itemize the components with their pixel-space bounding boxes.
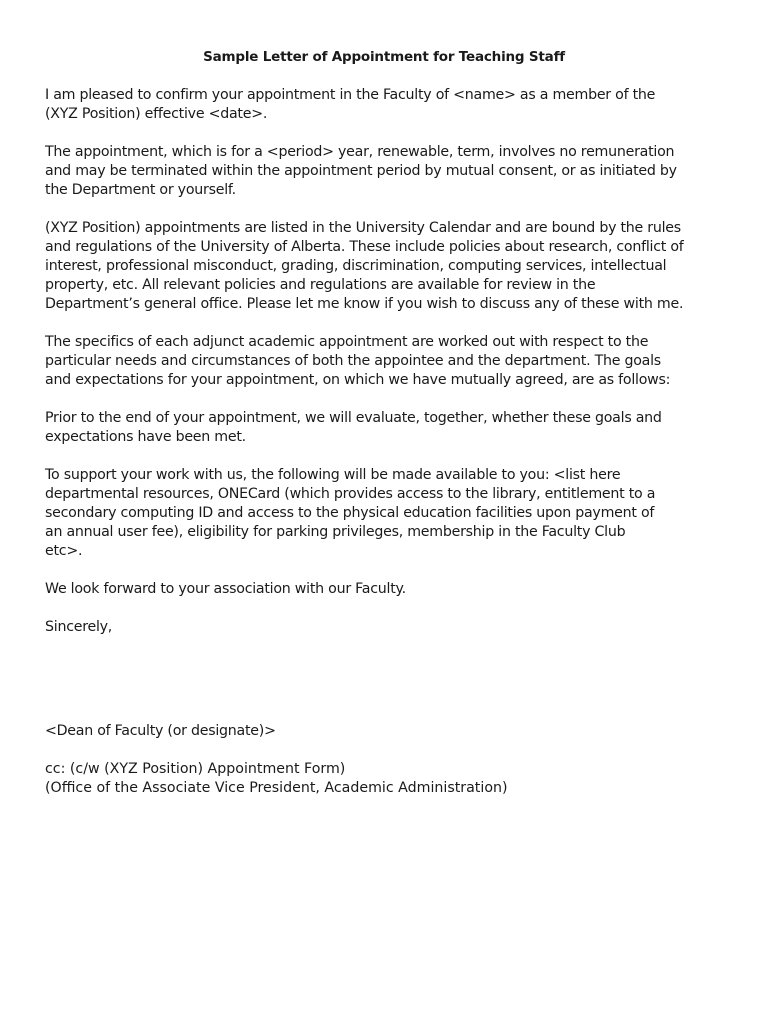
text-line: (XYZ Position) effective <date>.	[45, 106, 268, 122]
text-line: The appointment, which is for a <period> year, renewable, term, involves no remuneration	[45, 144, 675, 160]
text-line: To support your work with us, the following will be made available to you: <list here	[45, 467, 621, 483]
text-line: expectations have been met.	[45, 429, 246, 445]
text-line: I am pleased to confirm your appointment in the Faculty of <name> as a member of the	[45, 87, 656, 103]
text-line: Department’s general office. Please let me know if you wish to discuss any of these with me.	[45, 296, 684, 312]
signatory-line: <Dean of Faculty (or designate)>	[45, 723, 276, 739]
text-line: Prior to the end of your appointment, we will evaluate, together, whether these goals and	[45, 410, 662, 426]
closing-salutation: Sincerely,	[45, 619, 113, 635]
text-line: and expectations for your appointment, on which we have mutually agreed, are as follows:	[45, 372, 671, 388]
cc-block	[45, 760, 723, 798]
paragraph-goals	[45, 333, 723, 390]
signature-space	[45, 656, 723, 722]
text-line: and may be terminated within the appointment period by mutual consent, or as initiated by	[45, 163, 677, 179]
paragraph-appointment-confirmation	[45, 86, 723, 124]
text-line: property, etc. All relevant policies and regulations are available for review in the	[45, 277, 596, 293]
paragraph-policies	[45, 219, 723, 314]
text-line: (XYZ Position) appointments are listed in the University Calendar and are bound by the rules	[45, 220, 681, 236]
text-line: particular needs and circumstances of both the appointee and the department. The goals	[45, 353, 661, 369]
paragraph-term-details	[45, 143, 723, 200]
text-line: The specifics of each adjunct academic appointment are worked out with respect to the	[45, 334, 649, 350]
paragraph-closing-remark	[45, 580, 723, 599]
letter-content	[45, 48, 723, 798]
text-line: secondary computing ID and access to the physical education facilities upon payment of	[45, 505, 655, 521]
cc-line: (Office of the Associate Vice President, Academic Administration)	[45, 780, 508, 796]
text-line: etc>.	[45, 543, 83, 559]
text-line: the Department or yourself.	[45, 182, 236, 198]
text-line: an annual user fee), eligibility for parking privileges, membership in the Faculty Club	[45, 524, 626, 540]
paragraph-resources	[45, 466, 723, 561]
text-line: interest, professional misconduct, grading, discrimination, computing services, intellectual	[45, 258, 667, 274]
text-line: departmental resources, ONECard (which provides access to the library, entitlement to a	[45, 486, 656, 502]
text-line: and regulations of the University of Alberta. These include policies about research, conflict of	[45, 239, 684, 255]
cc-line: cc: (c/w (XYZ Position) Appointment Form)	[45, 761, 346, 777]
paragraph-evaluation	[45, 409, 723, 447]
document-title: Sample Letter of Appointment for Teaching Staff	[203, 49, 565, 65]
text-line: We look forward to your association with our Faculty.	[45, 581, 406, 597]
